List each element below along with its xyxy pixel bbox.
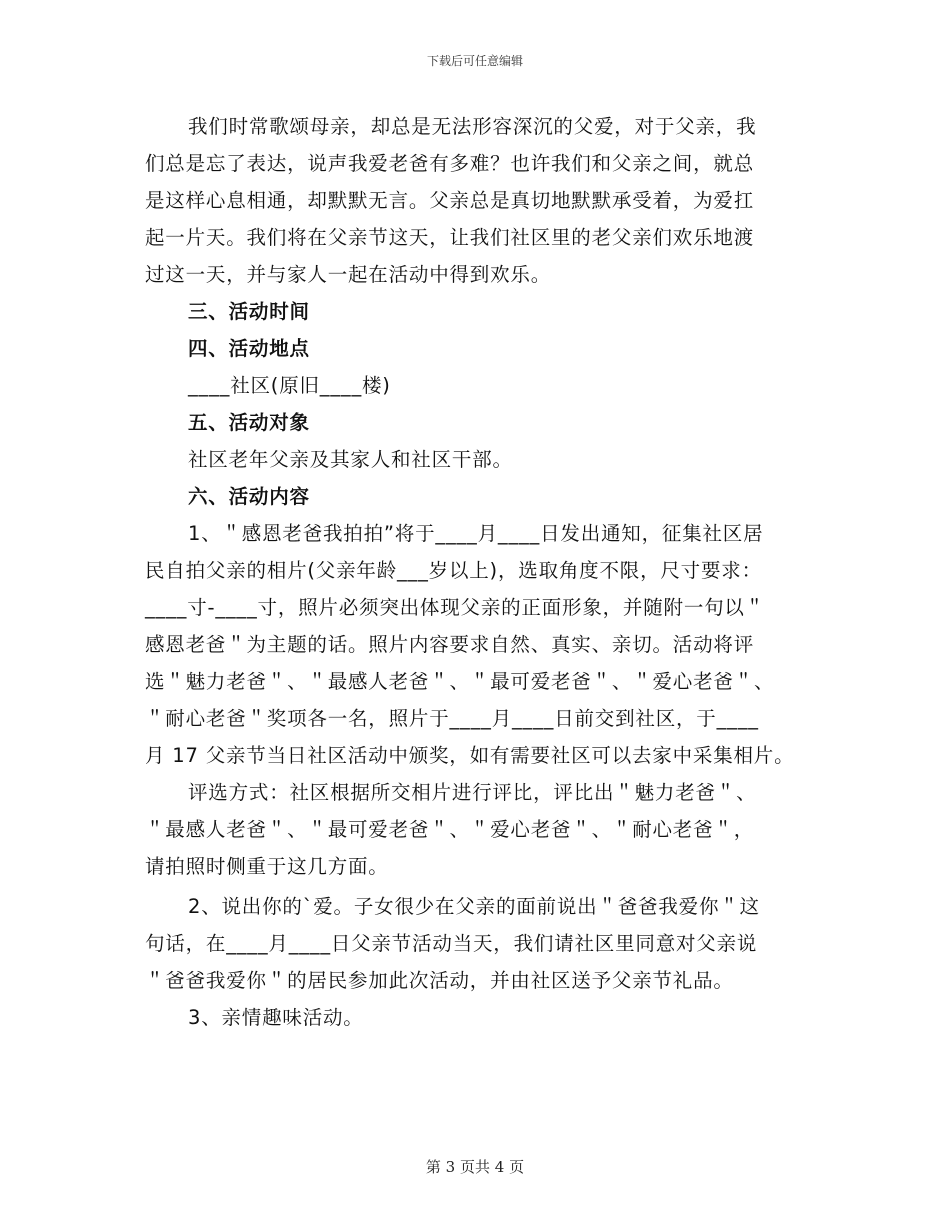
body-line: 1、＂感恩老爸我拍拍”将于____月____日发出通知，征集社区居 xyxy=(188,522,764,545)
page-footer: 第 3 页共 4 页 xyxy=(425,1158,525,1176)
body-line: 选＂魅力老爸＂、＂最感人老爸＂、＂最可爱老爸＂、＂爱心老爸＂、 xyxy=(145,670,775,693)
body-line: 月 17 父亲节当日社区活动中颁奖，如有需要社区可以去家中采集相片。 xyxy=(145,744,795,767)
body-line: 是这样心息相通，却默默无言。父亲总是真切地默默承受着，为爱扛 xyxy=(145,189,755,212)
section-heading: 四、活动地点 xyxy=(188,337,310,360)
body-line: 感恩老爸＂为主题的话。照片内容要求自然、真实、亲切。活动将评 xyxy=(145,633,755,656)
body-line: ＂耐心老爸＂奖项各一名，照片于____月____日前交到社区，于____ xyxy=(145,707,759,730)
body-line: 2、说出你的`爱。子女很少在父亲的面前说出＂爸爸我爱你＂这 xyxy=(188,895,760,918)
section-heading: 三、活动时间 xyxy=(188,300,310,323)
body-line: 我们时常歌颂母亲，却总是无法形容深沉的父爱，对于父亲，我 xyxy=(188,115,757,138)
body-line: 民自拍父亲的相片(父亲年龄___岁以上)，选取角度不限，尺寸要求： xyxy=(145,559,762,582)
body-line: ____社区(原旧____楼) xyxy=(188,374,391,397)
body-line: 句话，在____月____日父亲节活动当天，我们请社区里同意对父亲说 xyxy=(145,932,758,955)
body-line: 社区老年父亲及其家人和社区干部。 xyxy=(188,448,513,471)
body-line: 3、亲情趣味活动。 xyxy=(188,1006,364,1029)
section-heading: 五、活动对象 xyxy=(188,411,310,434)
body-line: 请拍照时侧重于这几方面。 xyxy=(145,855,389,878)
body-line: ＂爸爸我爱你＂的居民参加此次活动，并由社区送予父亲节礼品。 xyxy=(145,969,734,992)
body-line: 起一片天。我们将在父亲节这天，让我们社区里的老父亲们欢乐地渡 xyxy=(145,226,755,249)
body-line: ＂最感人老爸＂、＂最可爱老爸＂、＂爱心老爸＂、＂耐心老爸＂， xyxy=(145,818,755,841)
body-line: 们总是忘了表达，说声我爱老爸有多难？也许我们和父亲之间，就总 xyxy=(145,152,755,175)
page-header: 下载后可任意编辑 xyxy=(426,54,523,68)
section-heading: 六、活动内容 xyxy=(188,485,310,508)
body-line: 评选方式：社区根据所交相片进行评比，评比出＂魅力老爸＂、 xyxy=(188,781,757,804)
body-line: ____寸-____寸，照片必须突出体现父亲的正面形象，并随附一句以＂ xyxy=(145,596,766,619)
body-line: 过这一天，并与家人一起在活动中得到欢乐。 xyxy=(145,263,552,286)
